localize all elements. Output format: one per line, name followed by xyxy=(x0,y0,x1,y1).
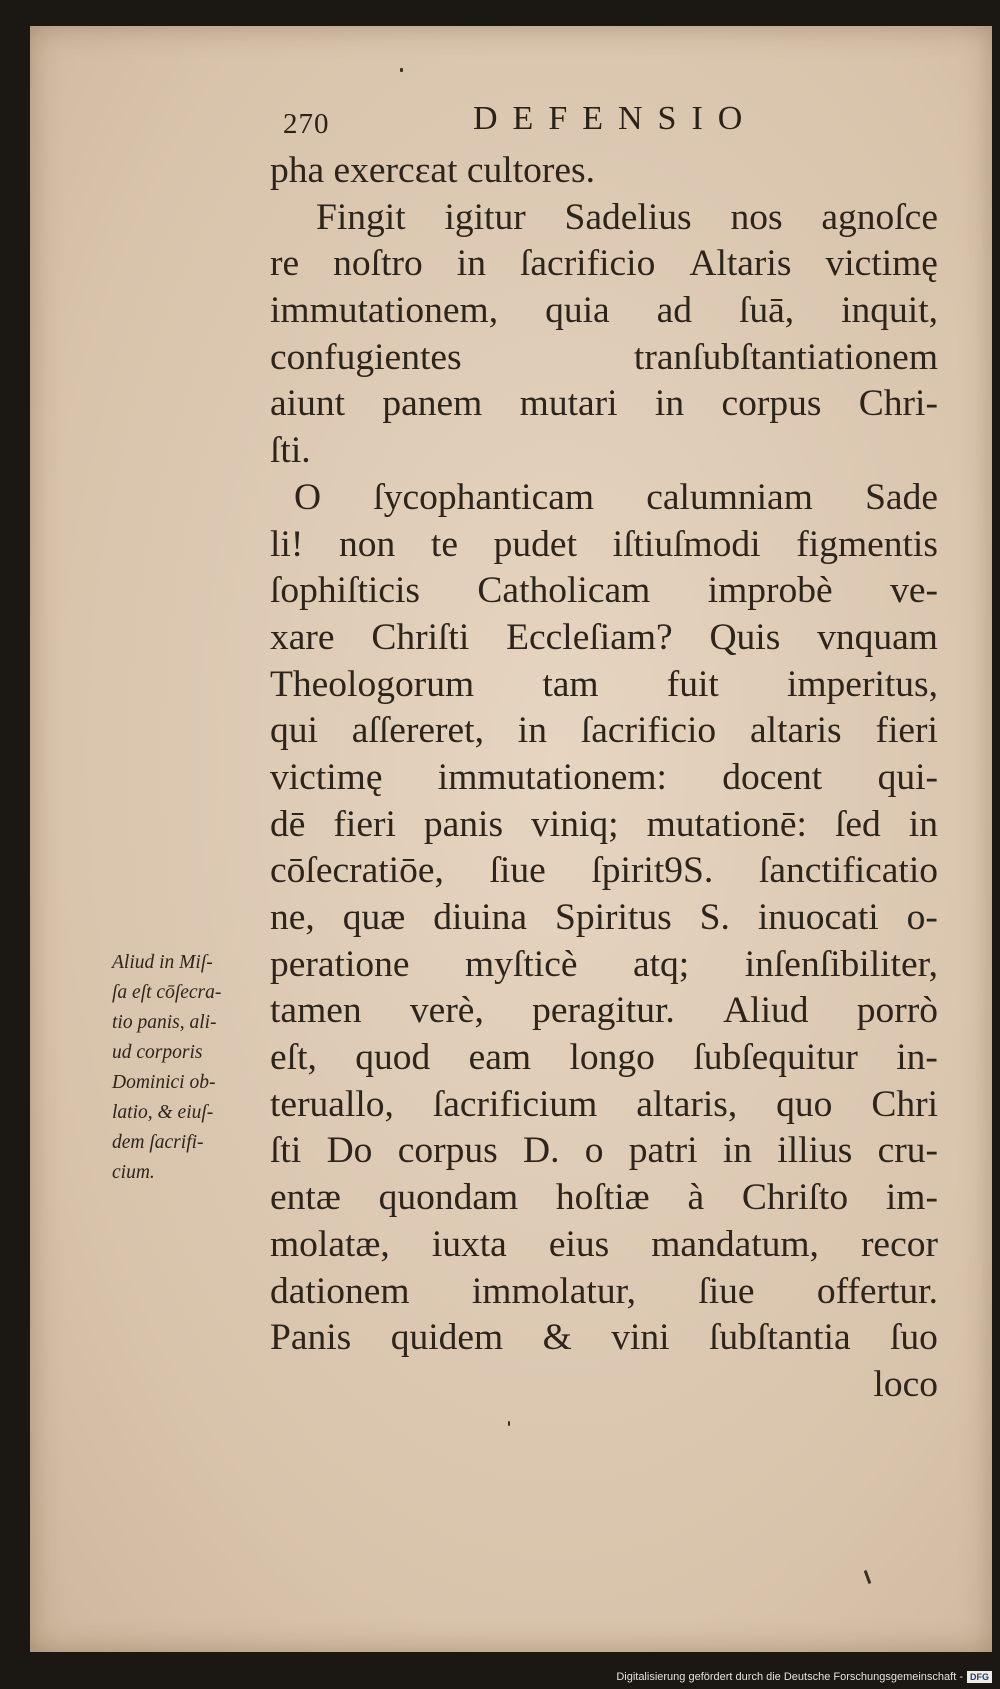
word: recor xyxy=(860,1223,938,1265)
word: ſubſtantia xyxy=(708,1317,851,1359)
word: in xyxy=(456,243,486,285)
word: eam xyxy=(468,1037,532,1079)
text-line: pha exercεat cultores. xyxy=(270,150,595,191)
word: qui- xyxy=(877,756,938,798)
word: non xyxy=(339,523,396,565)
word: Sade xyxy=(865,476,938,518)
word: molatæ, xyxy=(270,1223,390,1265)
word: O xyxy=(294,476,322,518)
word: ſacrificio xyxy=(519,243,656,285)
word: in- xyxy=(896,1037,938,1079)
text-line xyxy=(270,568,938,615)
marginal-note-line: cium. xyxy=(112,1162,155,1183)
text-line xyxy=(270,241,938,288)
text-line xyxy=(270,1082,938,1129)
text-line xyxy=(270,848,938,895)
body-text xyxy=(270,148,938,1409)
word: porrò xyxy=(856,990,938,1032)
word: igitur xyxy=(444,196,526,238)
text-line xyxy=(270,662,938,709)
text-line xyxy=(270,475,938,522)
word: tranſubſtantiationem xyxy=(633,336,938,378)
word: Spiritus xyxy=(554,897,672,938)
word: panem xyxy=(382,383,483,425)
text-line xyxy=(270,1175,938,1222)
word: o- xyxy=(906,897,938,938)
marginal-note-line: ud corporis xyxy=(112,1042,203,1063)
digitization-credit xyxy=(616,1671,992,1683)
text-line xyxy=(270,1269,938,1316)
word: Chri xyxy=(871,1083,938,1125)
word: pudet xyxy=(493,523,577,565)
word: quæ xyxy=(342,897,406,938)
word: ſacrificio xyxy=(580,710,717,752)
word: myſticè xyxy=(465,943,578,985)
text-line xyxy=(270,708,938,755)
word: fieri xyxy=(875,710,938,752)
word: dationem xyxy=(270,1270,410,1312)
word: S. xyxy=(699,897,730,938)
word: improbè xyxy=(707,570,833,612)
marginal-note-line: Aliud in Miſ- xyxy=(112,952,213,973)
word: ſacrificium xyxy=(432,1083,598,1125)
word: patri xyxy=(628,1130,698,1172)
word: victimę xyxy=(825,243,938,285)
word: vnquam xyxy=(817,616,938,658)
word: mutationē: xyxy=(646,803,807,845)
word: re xyxy=(270,243,300,285)
word: ne, xyxy=(270,897,315,938)
word: Chriſto xyxy=(741,1177,849,1219)
word: immutationem: xyxy=(437,756,667,798)
word: entæ xyxy=(270,1177,341,1219)
word: ſycophanticam xyxy=(373,476,595,518)
word: vini xyxy=(611,1317,670,1359)
word: quondam xyxy=(378,1177,519,1219)
word: Aliud xyxy=(723,990,809,1032)
text-line xyxy=(270,1035,938,1082)
word: docent xyxy=(722,756,823,798)
word: ſuo xyxy=(890,1317,938,1359)
word: & xyxy=(542,1317,572,1359)
word: Panis xyxy=(270,1317,352,1359)
word: ſuā, xyxy=(738,290,795,332)
word: verè, xyxy=(409,990,484,1032)
word: mutari xyxy=(519,383,618,425)
word: immutationem, xyxy=(270,290,499,332)
running-head: DEFENSIO xyxy=(473,100,758,137)
marginal-note-line: ſa eſt cōſecra- xyxy=(112,982,222,1003)
word: cōſecratiōe, xyxy=(270,850,444,892)
word: Theologorum xyxy=(270,663,475,705)
word: Chri- xyxy=(858,383,938,425)
word: Altaris xyxy=(689,243,792,285)
marginal-note-line: tio panis, ali- xyxy=(112,1012,217,1033)
word: agnoſce xyxy=(821,196,938,238)
word: peratione xyxy=(270,943,410,985)
text-line xyxy=(270,895,938,942)
word: imperitus, xyxy=(786,663,938,705)
text-line xyxy=(270,381,938,428)
word: quod xyxy=(355,1037,431,1079)
word: fieri xyxy=(333,803,396,845)
text-line xyxy=(270,522,938,569)
word: figmentis xyxy=(796,523,938,565)
marginal-note xyxy=(112,948,252,1188)
word: offertur. xyxy=(816,1270,938,1312)
word: Chriſti xyxy=(371,616,470,658)
word: corpus xyxy=(397,1130,498,1172)
text-line xyxy=(270,335,938,382)
text-line xyxy=(270,802,938,849)
text-line xyxy=(270,942,938,989)
word: ſophiſticis xyxy=(270,570,420,612)
word: longo xyxy=(569,1037,655,1079)
word: im- xyxy=(885,1177,938,1219)
text-line xyxy=(270,615,938,662)
word: nos xyxy=(730,196,783,238)
word: eius xyxy=(548,1223,610,1265)
text-line xyxy=(270,755,938,802)
word: immolatur, xyxy=(471,1270,636,1312)
word: xare xyxy=(270,616,335,658)
word: panis xyxy=(423,803,504,845)
word: Quis xyxy=(709,616,781,658)
word: à xyxy=(687,1177,705,1219)
word: calumniam xyxy=(646,476,813,518)
text-line xyxy=(270,1315,938,1362)
word: D. xyxy=(522,1130,560,1172)
marginal-note-line: latio, & eiuſ- xyxy=(112,1102,214,1123)
word: aſſereret, xyxy=(351,710,484,752)
credit-text: Digitalisierung gefördert durch die Deutsche Forschungsgemeinschaft - xyxy=(616,1671,963,1683)
word: in xyxy=(908,803,938,845)
word: Catholicam xyxy=(477,570,651,612)
word: Do xyxy=(326,1130,373,1172)
word: altaris xyxy=(750,710,842,752)
word: aiunt xyxy=(270,383,345,425)
word: corpus xyxy=(721,383,822,425)
word: ad xyxy=(656,290,692,332)
page-number: 270 xyxy=(283,108,330,140)
text-line: ſti. xyxy=(270,430,311,472)
word: dē xyxy=(270,803,306,845)
word: inſenſibiliter, xyxy=(744,943,938,985)
word: quia xyxy=(545,290,610,332)
word: tamen xyxy=(270,990,362,1032)
word: viniq; xyxy=(531,803,619,845)
text-line xyxy=(270,988,938,1035)
word: iuxta xyxy=(431,1223,507,1265)
word: in xyxy=(722,1130,752,1172)
page-header xyxy=(283,100,773,144)
word: Sadelius xyxy=(564,196,692,238)
word: altaris, xyxy=(636,1083,738,1125)
word: hoſtiæ xyxy=(555,1177,650,1219)
word: tam xyxy=(542,663,599,705)
word: quidem xyxy=(390,1317,504,1359)
word: fuit xyxy=(666,663,719,705)
word: li! xyxy=(270,523,304,565)
word: ve- xyxy=(890,570,938,612)
word: diuina xyxy=(433,897,527,938)
word: noſtro xyxy=(333,243,423,285)
word: in xyxy=(517,710,547,752)
marginal-note-line: Dominici ob- xyxy=(112,1072,216,1093)
word: ſanctificatio xyxy=(758,850,938,892)
word: mandatum, xyxy=(651,1223,819,1265)
word: Eccleſiam? xyxy=(506,616,673,658)
word: illius xyxy=(777,1130,853,1172)
text-line xyxy=(270,1222,938,1269)
word: atq; xyxy=(632,943,690,985)
word: o xyxy=(584,1130,604,1172)
text-line xyxy=(270,288,938,335)
dfg-logo-icon: DFG xyxy=(967,1671,992,1683)
word: in xyxy=(654,383,685,425)
word: cru- xyxy=(877,1130,938,1172)
word: ſiue xyxy=(489,850,546,892)
word: peragitur. xyxy=(532,990,675,1032)
word: qui xyxy=(270,710,318,752)
word: ſubſequitur xyxy=(693,1037,858,1079)
marginal-note-line: dem ſacrifi- xyxy=(112,1132,204,1153)
word: teruallo, xyxy=(270,1083,394,1125)
word: iſtiuſmodi xyxy=(612,523,761,565)
word: confugientes xyxy=(270,336,462,378)
text-line xyxy=(270,195,938,242)
word: ſed xyxy=(834,803,881,845)
word: quo xyxy=(776,1083,833,1125)
word: ſpirit9S. xyxy=(591,850,714,892)
word: inquit, xyxy=(841,290,938,332)
text-line: loco xyxy=(873,1363,938,1405)
word: Fingit xyxy=(316,196,406,238)
word: inuocati xyxy=(757,897,879,938)
word: victimę xyxy=(270,756,383,798)
word: ſiue xyxy=(698,1270,755,1312)
word: ſti xyxy=(270,1130,302,1172)
word: eſt, xyxy=(270,1037,317,1079)
text-line xyxy=(270,1128,938,1175)
word: te xyxy=(430,523,458,565)
